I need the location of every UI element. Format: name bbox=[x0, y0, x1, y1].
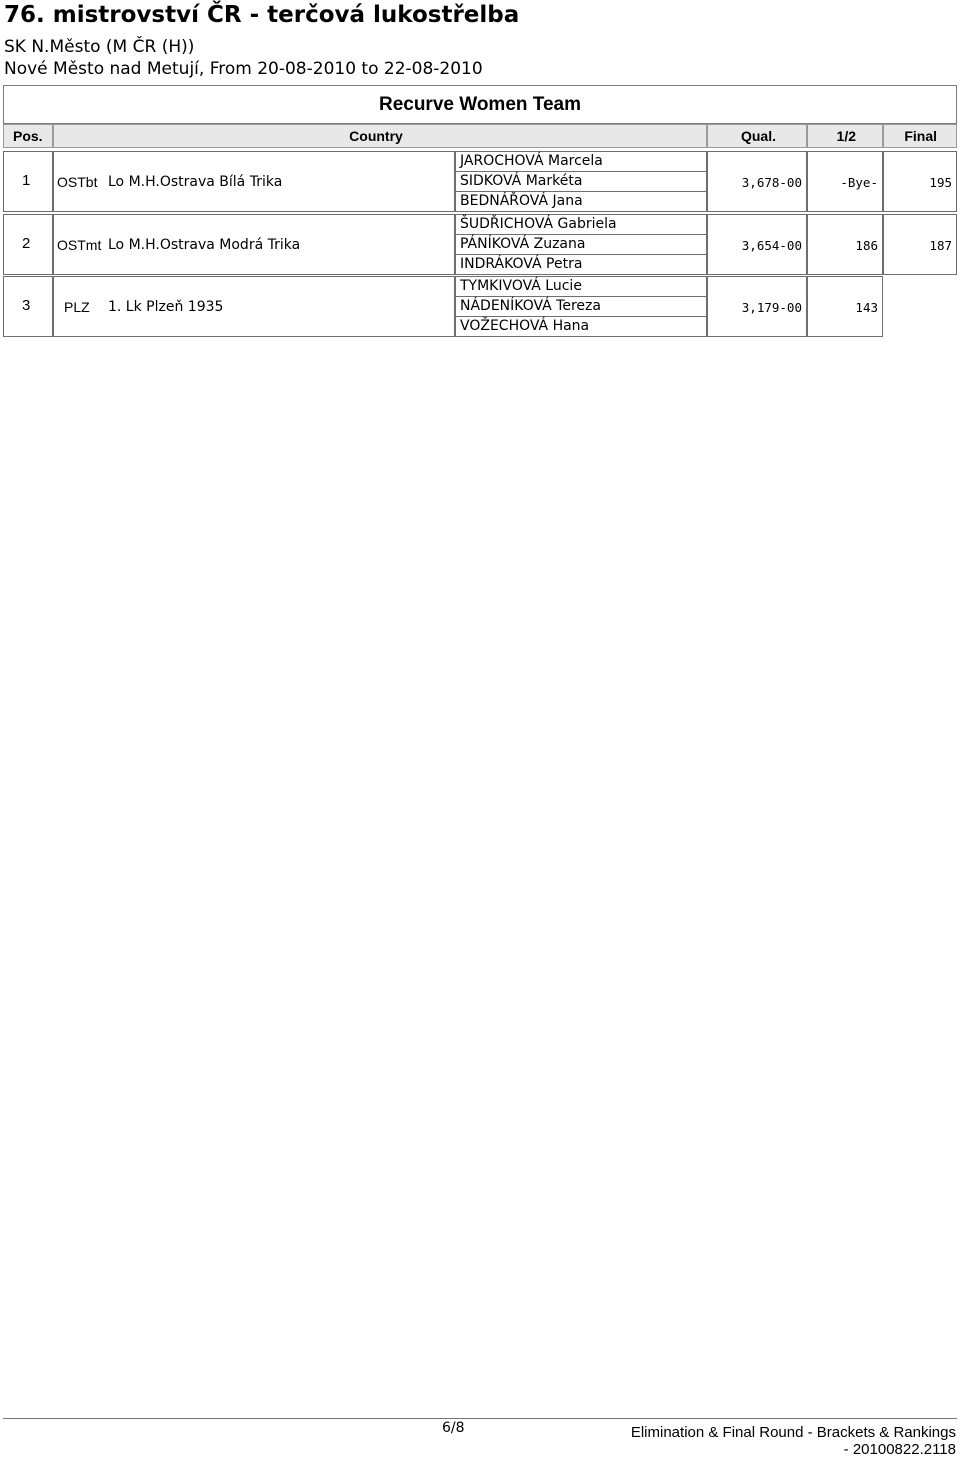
position: 1 bbox=[22, 172, 31, 189]
final-score: 195 bbox=[929, 175, 952, 190]
section-title-box bbox=[3, 85, 957, 124]
page-number: 6/8 bbox=[442, 1420, 465, 1436]
section-title: Recurve Women Team bbox=[378, 94, 582, 115]
team-code: OSTbt bbox=[57, 174, 98, 190]
event-title: 76. mistrovství ČR - terčová lukostřelba bbox=[4, 2, 520, 28]
athlete-name: VOŽECHOVÁ Hana bbox=[460, 318, 590, 334]
athlete-name: ŠUDŘICHOVÁ Gabriela bbox=[460, 216, 617, 232]
col-header-qual: Qual. bbox=[707, 124, 807, 148]
col-header-final: Final bbox=[883, 124, 957, 148]
qual-score: 3,678-00 bbox=[741, 175, 802, 190]
team-name: Lo M.H.Ostrava Modrá Trika bbox=[108, 237, 301, 253]
col-header-semi: 1/2 bbox=[807, 124, 883, 148]
athlete-name: TYMKIVOVÁ Lucie bbox=[460, 278, 582, 294]
team-name: 1. Lk Plzeň 1935 bbox=[108, 299, 224, 315]
athlete-name: NÁDENÍKOVÁ Tereza bbox=[460, 298, 601, 314]
athlete-name: JAROCHOVÁ Marcela bbox=[460, 153, 603, 169]
qual-score: 3,654-00 bbox=[741, 238, 802, 253]
footer-doc-title: Elimination & Final Round - Brackets & Rankings bbox=[630, 1424, 956, 1441]
team-code: PLZ bbox=[64, 299, 90, 315]
team-name: Lo M.H.Ostrava Bílá Trika bbox=[108, 174, 283, 190]
athlete-name: SIDKOVÁ Markéta bbox=[460, 173, 583, 189]
col-header-pos: Pos. bbox=[3, 124, 53, 148]
final-score: 187 bbox=[929, 238, 952, 253]
organizer: SK N.Město (M ČR (H)) bbox=[4, 37, 195, 57]
athlete-name: BEDNÁŘOVÁ Jana bbox=[460, 193, 583, 209]
team-code: OSTmt bbox=[57, 237, 102, 253]
position: 3 bbox=[22, 297, 31, 314]
footer-divider bbox=[3, 1418, 957, 1419]
athlete-name: PÁNÍKOVÁ Zuzana bbox=[460, 236, 586, 252]
semi-score: 143 bbox=[855, 300, 878, 315]
semi-score: -Bye- bbox=[840, 175, 878, 190]
athlete-name: INDRÁKOVÁ Petra bbox=[460, 256, 583, 272]
position: 2 bbox=[22, 235, 31, 252]
qual-score: 3,179-00 bbox=[741, 300, 802, 315]
venue-dates: Nové Město nad Metují, From 20-08-2010 to 22-08-2010 bbox=[4, 59, 483, 79]
footer-doc-stamp: - 20100822.2118 bbox=[843, 1441, 956, 1458]
col-header-country: Country bbox=[53, 124, 707, 148]
semi-score: 186 bbox=[855, 238, 878, 253]
